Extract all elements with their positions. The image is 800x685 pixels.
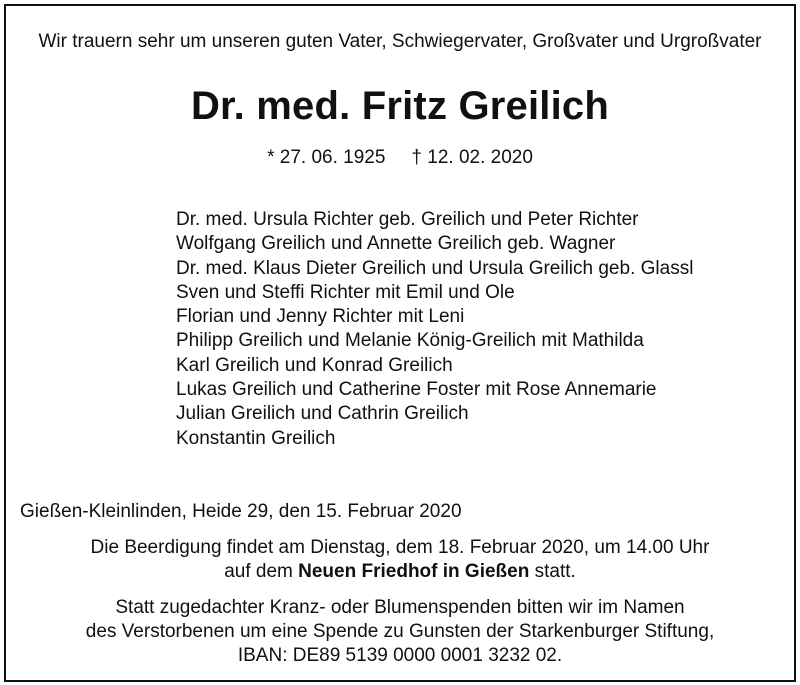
donation-info bbox=[0, 596, 800, 668]
list-item: Konstantin Greilich bbox=[176, 427, 336, 449]
list-item: Florian und Jenny Richter mit Leni bbox=[176, 306, 465, 328]
list-item: Karl Greilich und Konrad Greilich bbox=[176, 354, 453, 376]
funeral-line-2-prefix: auf dem bbox=[224, 561, 299, 582]
funeral-line-2 bbox=[0, 560, 800, 584]
list-item: Lukas Greilich und Catherine Foster mit Rose Annemarie bbox=[176, 379, 657, 401]
funeral-line-1: Die Beerdigung findet am Dienstag, dem 18. Februar 2020, um 14.00 Uhr bbox=[90, 537, 710, 558]
mourners-list bbox=[176, 208, 693, 451]
place-and-date: Gießen-Kleinlinden, Heide 29, den 15. Februar 2020 bbox=[20, 501, 462, 522]
donation-iban: IBAN: DE89 5139 0000 0001 3232 02. bbox=[237, 645, 563, 666]
donation-line-2: des Verstorbenen um eine Spende zu Gunsten der Starkenburger Stiftung, bbox=[85, 621, 715, 642]
cemetery-name: Neuen Friedhof in Gießen bbox=[298, 561, 530, 582]
list-item: Julian Greilich und Cathrin Greilich bbox=[176, 403, 469, 425]
list-item: Philipp Greilich und Melanie König-Greilich mit Mathilda bbox=[176, 330, 644, 352]
birth-date: * 27. 06. 1925 bbox=[267, 147, 386, 168]
funeral-info bbox=[0, 536, 800, 584]
death-date: † 12. 02. 2020 bbox=[411, 147, 533, 168]
list-item: Dr. med. Klaus Dieter Greilich und Ursula Greilich geb. Glassl bbox=[176, 257, 694, 279]
intro-text: Wir trauern sehr um unseren guten Vater, Schwiegervater, Großvater und Urgroßvater bbox=[38, 31, 762, 52]
funeral-line-2-suffix: statt. bbox=[529, 561, 576, 582]
list-item: Sven und Steffi Richter mit Emil und Ole bbox=[176, 281, 515, 303]
list-item: Dr. med. Ursula Richter geb. Greilich und Peter Richter bbox=[176, 209, 639, 230]
deceased-name: Dr. med. Fritz Greilich bbox=[190, 84, 610, 128]
list-item: Wolfgang Greilich und Annette Greilich geb. Wagner bbox=[176, 233, 616, 255]
donation-line-1: Statt zugedachter Kranz- oder Blumenspenden bitten wir im Namen bbox=[115, 597, 685, 618]
life-dates bbox=[0, 146, 800, 170]
